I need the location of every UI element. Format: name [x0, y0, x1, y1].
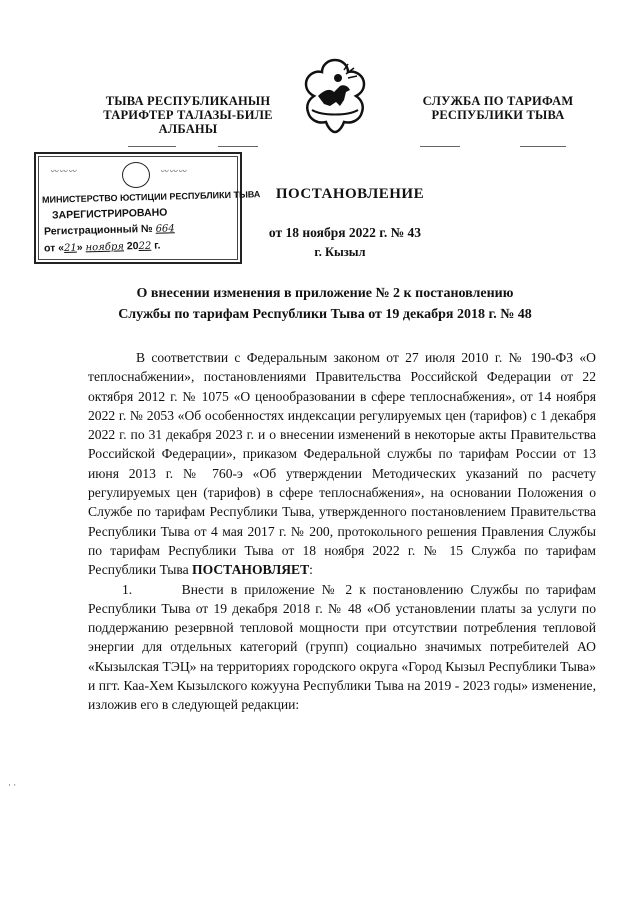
header-right-block [398, 94, 598, 122]
tuva-emblem-icon [300, 56, 370, 134]
header-right-rule [420, 146, 460, 147]
header-left-line2: ТАРИФТЕР ТАЛАЗЫ-БИЛЕ [103, 108, 273, 122]
document-date-number: от 18 ноября 2022 г. № 43 [268, 225, 422, 240]
header-right-line1: СЛУЖБА ПО ТАРИФАМ [422, 94, 574, 108]
stamp-scribble-right: 〰〰〰 [160, 167, 187, 176]
stamp-date-year-prefix: 20 [126, 240, 139, 253]
header-left-line3: АЛБАНЫ [158, 122, 218, 136]
stamp-date-mid: » [76, 241, 83, 254]
header-left-rule-2 [218, 146, 258, 147]
stamp-seal-icon [122, 162, 150, 188]
subject-line-1: О внесении изменения в приложение № 2 к постановлению [136, 286, 514, 301]
document-subject [60, 283, 590, 325]
stamp-reg-number: 664 [155, 223, 175, 235]
header-left-rule [128, 146, 176, 147]
item-1-paragraph [88, 580, 596, 715]
document-title: ПОСТАНОВЛЕНИЕ [275, 186, 425, 202]
stamp-date-end: г. [154, 239, 161, 252]
preamble-colon: : [309, 562, 313, 578]
stamp-date-month: ноября [85, 241, 125, 254]
document-body [88, 348, 596, 715]
preamble-text: В соответствии с Федеральным законом от 27 июля 2010 г. № 190-ФЗ «О теплоснабжении», постановлениями Правительства Российской Федерации от 22 октября 2012 г. № 1075 «О ценообразовании в сфере теплоснабжения», от 14 ноября 2022 г. № 2053 «Об особенностях индексации регулируемых цен (тарифов) с 1 декабря 2022 г. по 31 декабря 2023 г. и о внесении изменений в некоторые акты Правительства Российской Федерации», приказом Федеральной службы по тарифам России от 13 июня 2013 г. № 760-э «Об утверждении Методических указаний по расчету регулируемых цен (тарифов) в сфере теплоснабжения», на основании Положения о Службе по тарифам Республики Тыва, утвержденного постановлением Правительства Республики Тыва от 4 мая 2017 г. № 200, протокольного решения Правления Службы по тарифам Республики Тыва от 18 ноября 2022 г. № 15 Служба по тарифам Республики Тыва [88, 350, 596, 578]
stamp-reg-label: Регистрационный № [43, 222, 153, 238]
stamp-registered: ЗАРЕГИСТРИРОВАНО [51, 206, 168, 222]
header-right-line2: РЕСПУБЛИКИ ТЫВА [431, 108, 565, 122]
header-left-line1: ТЫВА РЕСПУБЛИКАНЫН [105, 94, 271, 108]
stamp-date-year-suffix: 22 [138, 240, 152, 253]
stamp-date-prefix: от « [43, 242, 65, 255]
header-left-block [88, 94, 288, 136]
subject-line-2: Службы по тарифам Республики Тыва от 19 декабря 2018 г. № 48 [118, 307, 532, 322]
stamp-date-day: 21 [63, 242, 77, 254]
item-1-text: Внести в приложение № 2 к постановлению Службы по тарифам Республики Тыва от 19 декабря 2018 г. № 48 «Об установлении платы за услуги по поддержанию резервной тепловой мощности при отсутствии потребления тепловой энергии для отдельных категорий (групп) социально значимых потребителей АО «Кызылская ТЭЦ» на территориях городского округа «Город Кызыл Республики Тыва» и пгт. Каа-Хем Кызылского кожууна Республики Тыва на 2019 - 2023 годы» изменение, изложив его в следующей редакции: [88, 581, 596, 713]
header-right-rule-2 [520, 146, 566, 147]
stamp-scribble-left: 〰〰〰 [50, 167, 77, 176]
document-city: г. Кызыл [314, 245, 366, 259]
stamp-ministry: МИНИСТЕРСТВО ЮСТИЦИИ РЕСПУБЛИКИ ТЫВА [41, 189, 261, 205]
preamble-paragraph [88, 348, 596, 580]
registration-stamp [34, 152, 261, 264]
resolution-keyword: ПОСТАНОВЛЯЕТ [192, 562, 310, 578]
item-1-number: 1. [122, 581, 133, 597]
margin-scan-artifact: · · [8, 780, 17, 790]
